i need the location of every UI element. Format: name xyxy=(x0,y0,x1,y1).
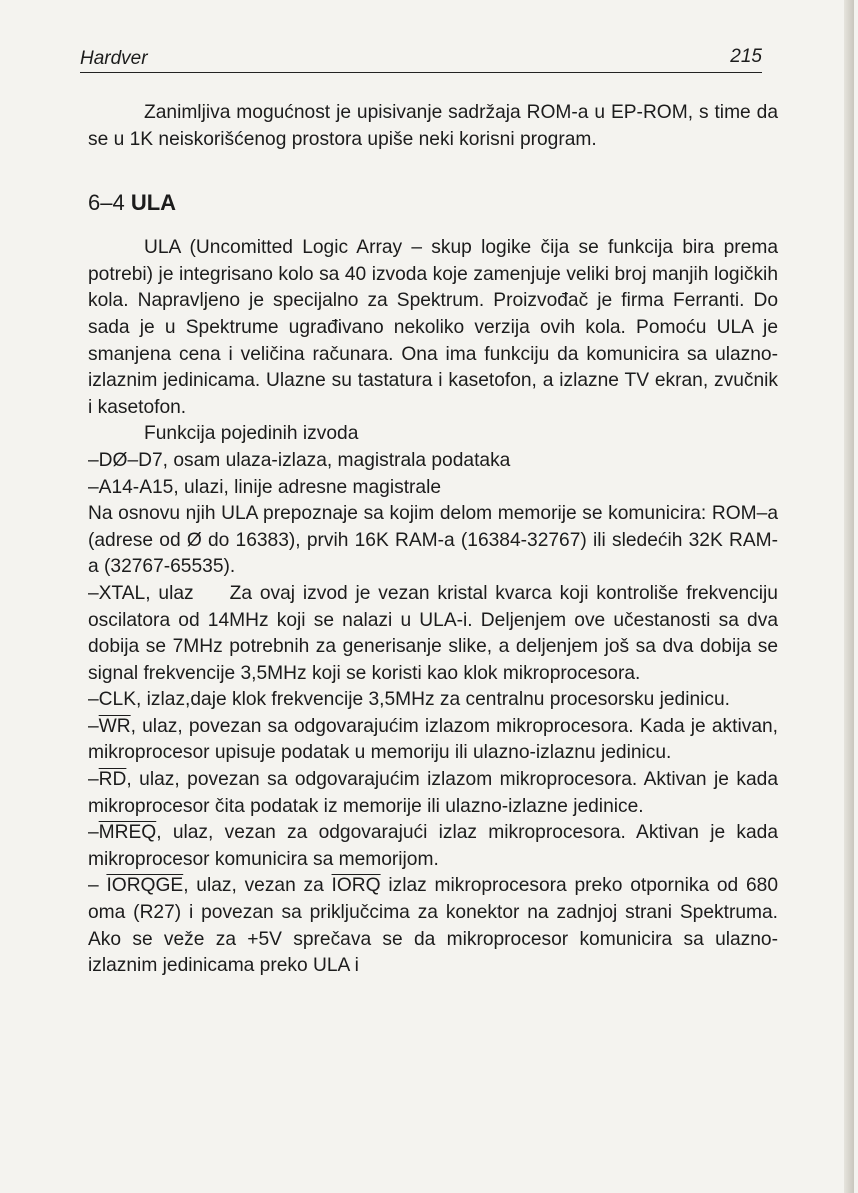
pin-iorqge-dash: – xyxy=(88,875,107,897)
page-number: 215 xyxy=(730,46,762,67)
pin-mreq-dash: – xyxy=(88,822,99,844)
pin-wr xyxy=(88,714,778,767)
pin-iorqge-mid: , ulaz, vezan za xyxy=(183,875,332,897)
pin-a14-a15: –A14-A15, ulazi, linije adresne magistrale xyxy=(88,476,442,498)
pin-rd-name: $\overline{RD}$ xyxy=(98,769,127,791)
section-number: 6–4 xyxy=(88,190,125,216)
pin-wr-name: $\overline{WR}$ xyxy=(98,715,131,737)
pin-rd-description: , ulaz, povezan sa odgovarajućim izlazom mikroprocesora. Aktivan je kada mikroprocesor čita podatak iz memorije ili ulazno-izlazne jedinice. xyxy=(88,769,778,817)
pin-mreq xyxy=(88,820,778,873)
pin-iorqge-name: IORQGE xyxy=(106,875,184,897)
pin-xtal xyxy=(88,581,778,687)
page-edge-shadow xyxy=(844,0,854,1193)
pins-heading: Funkcija pojedinih izvoda xyxy=(144,423,359,445)
pin-clk: –CLK, izlaz,daje klok frekvencije 3,5MHz za centralnu procesorsku jedinicu. xyxy=(88,689,731,711)
ula-intro-paragraph: ULA (Uncomitted Logic Array – skup logike čija se funkcija bira prema potrebi) je integrisano kolo sa 40 izvoda koje zamenjuje veliki broj manjih logičkih kola. Napravljeno je specijalno za Spektrum. Proizvođač je firma Ferranti. Do sada je u Spektrume ugrađivano nekoliko verzija ovih kola. Pomoću ULA je smanjena cena i veličina računara. Ona ima funkciju da komunicira sa ulazno-izlaznim jedinicama. Ulazne su tastatura i kasetofon, a izlazne TV ekran, zvučnik i kasetofon. xyxy=(88,237,778,418)
pin-d0-d7: –DØ–D7, osam ulaza-izlaza, magistrala podataka xyxy=(88,449,511,471)
pin-iorq-name: IORQ xyxy=(331,875,381,897)
pin-iorqge-description: izlaz mikroprocesora preko otpornika od 680 oma (R27) i povezan sa priključcima za konektor na zadnjoj strani Spektruma. Ako se veže za +5V sprečava se da mikroprocesor komunicira sa ulazno-izlaznim jedinicama preko ULA i xyxy=(88,875,778,977)
page-body xyxy=(88,100,778,980)
pin-a14-a15-description: Na osnovu njih ULA prepoznaje sa kojim delom memorije se komunicira: ROM–a (adrese od Ø do 16383), prvih 16K RAM-a (16384-32767) ili sledećih 32K RAM-a (32767-65535). xyxy=(88,503,778,578)
pin-rd xyxy=(88,767,778,820)
pin-mreq-name: MREQ xyxy=(98,822,157,844)
pin-mreq-description: , ulaz, vezan za odgovarajući izlaz mikroprocesora. Aktivan je kada mikroprocesor komunicira sa memorijom. xyxy=(88,822,778,870)
pin-wr-description: , ulaz, povezan sa odgovarajućim izlazom mikroprocesora. Kada je aktivan, mikroprocesor upisuje podatak u memoriju ili ulazno-izlaznu jedinicu. xyxy=(88,715,778,764)
pin-iorqge xyxy=(88,873,778,979)
pin-rd-dash: – xyxy=(88,769,99,791)
section-title: ULA xyxy=(130,190,177,216)
page-header xyxy=(80,46,762,73)
pin-xtal-description: Za ovaj izvod je vezan kristal kvarca koji kontroliše frekvenciju oscilatora od 14MHz koji se nalazi u ULA-i. Deljenjem ove učestanosti sa dva dobija se 7MHz potrebnih za generisanje slike, a deljenjem još sa dva dobija se signal frekvencije 3,5MHz koji se koristi kao klok mikroprocesora. xyxy=(88,582,778,684)
intro-paragraph: Zanimljiva mogućnost je upisivanje sadržaja ROM-a u EP-ROM, s time da se u 1K neiskorišćenog prostora upiše neki korisni program. xyxy=(88,102,778,150)
pin-wr-dash: – xyxy=(88,715,99,737)
pin-xtal-label: –XTAL, ulaz xyxy=(88,582,194,604)
section-heading xyxy=(88,189,778,217)
running-head: Hardver xyxy=(80,48,148,69)
